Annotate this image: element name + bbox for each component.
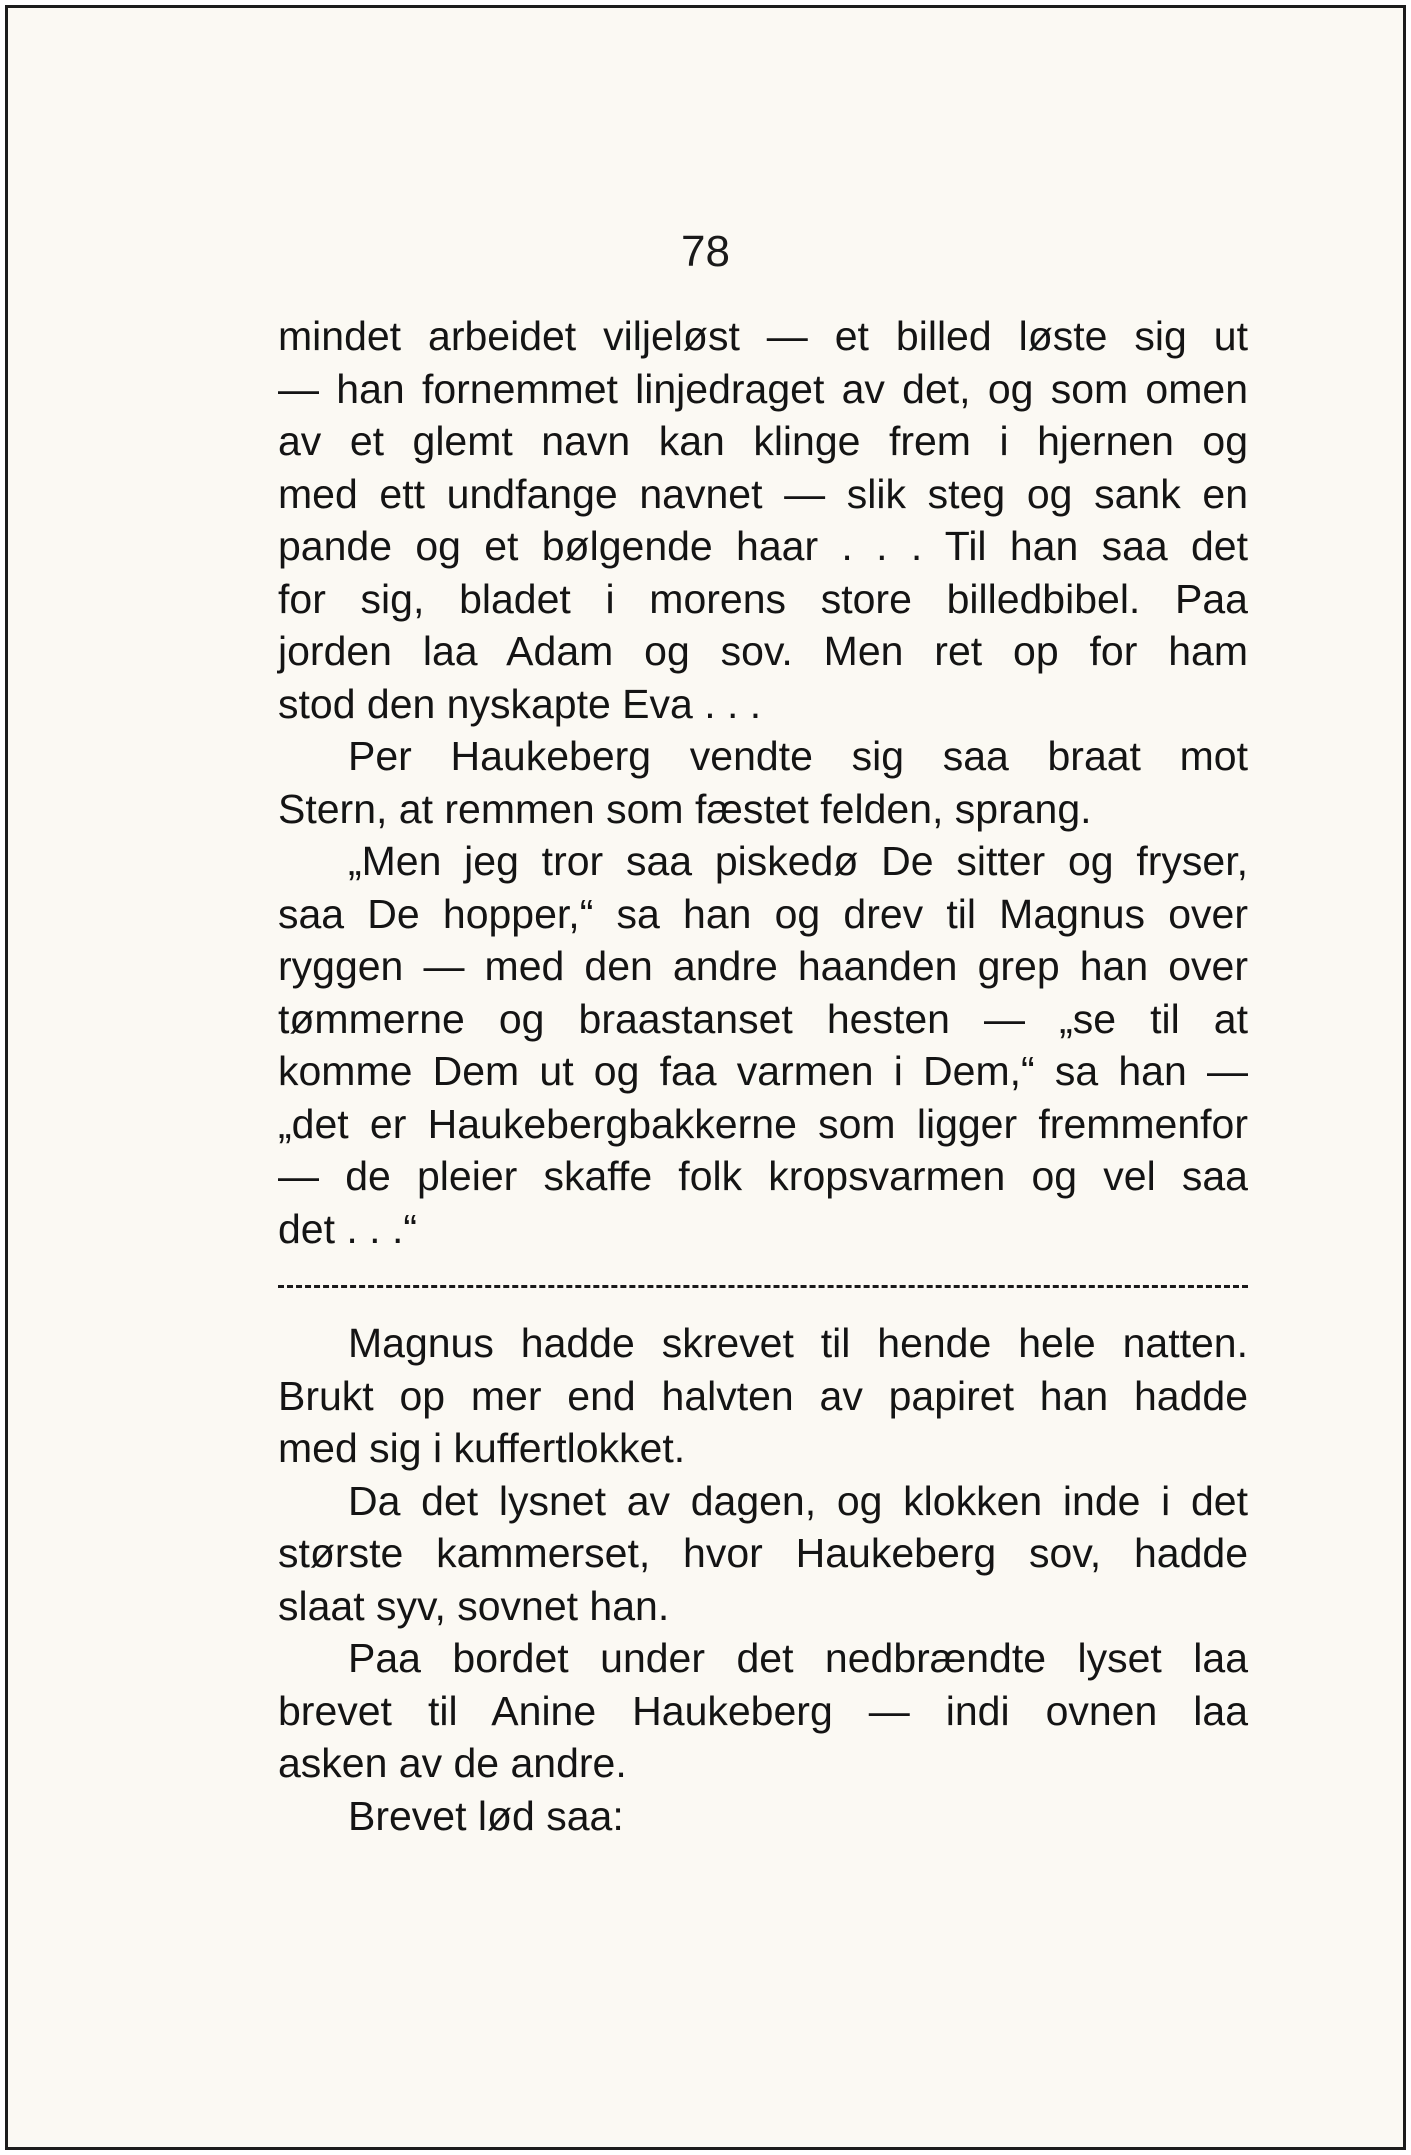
text-line: Paa bordet under det nedbrændte lyset laa <box>348 1635 1248 1681</box>
body-text <box>278 310 1248 1842</box>
text-line: — han fornemmet linjedraget av det, og som omen <box>278 365 1248 412</box>
text-line: tømmerne og braastanset hesten — „se til at <box>278 995 1248 1042</box>
text-line: det . . .“ <box>278 1205 417 1252</box>
text-line: komme Dem ut og faa varmen i Dem,“ sa han — <box>278 1048 1248 1094</box>
text-line: stod den nyskapte Eva . . . <box>278 680 762 727</box>
text-line: med ett undfange navnet — slik steg og sank en <box>278 470 1248 517</box>
book-page <box>5 5 1406 2150</box>
text-line: Magnus hadde skrevet til hende hele natten. <box>348 1320 1248 1366</box>
section-separator <box>278 1255 1248 1317</box>
text-line: største kammerset, hvor Haukeberg sov, hadde <box>278 1530 1248 1576</box>
text-line: brevet til Anine Haukeberg — indi ovnen laa <box>278 1687 1248 1734</box>
text-line: Da det lysnet av dagen, og klokken inde i det <box>348 1477 1248 1524</box>
text-line: for sig, bladet i morens store billedbibel. Paa <box>278 575 1248 622</box>
text-line: med sig i kuffertlokket. <box>278 1425 686 1471</box>
text-line: Brukt op mer end halvten av papiret han hadde <box>278 1372 1248 1419</box>
text-line: saa De hopper,“ sa han og drev til Magnus over <box>278 890 1248 937</box>
text-line: slaat syv, sovnet han. <box>278 1582 670 1629</box>
text-line: Brevet lød saa: <box>348 1792 624 1839</box>
text-line: — de pleier skaffe folk kropsvarmen og vel saa <box>278 1153 1248 1199</box>
text-line: Stern, at remmen som fæstet felden, sprang. <box>278 785 1092 832</box>
text-line: Per Haukeberg vendte sig saa braat mot <box>348 733 1248 779</box>
text-line: pande og et bølgende haar . . . Til han saa det <box>278 523 1248 569</box>
text-line: ryggen — med den andre haanden grep han over <box>278 943 1248 989</box>
text-line: „Men jeg tror saa piskedø De sitter og fryser, <box>348 838 1248 884</box>
text-line: av et glemt navn kan klinge frem i hjernen og <box>278 418 1248 464</box>
text-line: mindet arbeidet viljeløst — et billed løste sig ut <box>278 313 1248 359</box>
text-line: jorden laa Adam og sov. Men ret op for ham <box>278 628 1248 674</box>
text-line: asken av de andre. <box>278 1740 627 1786</box>
text-line: „det er Haukebergbakkerne som ligger fremmenfor <box>278 1100 1248 1147</box>
page-number: 78 <box>681 227 730 276</box>
